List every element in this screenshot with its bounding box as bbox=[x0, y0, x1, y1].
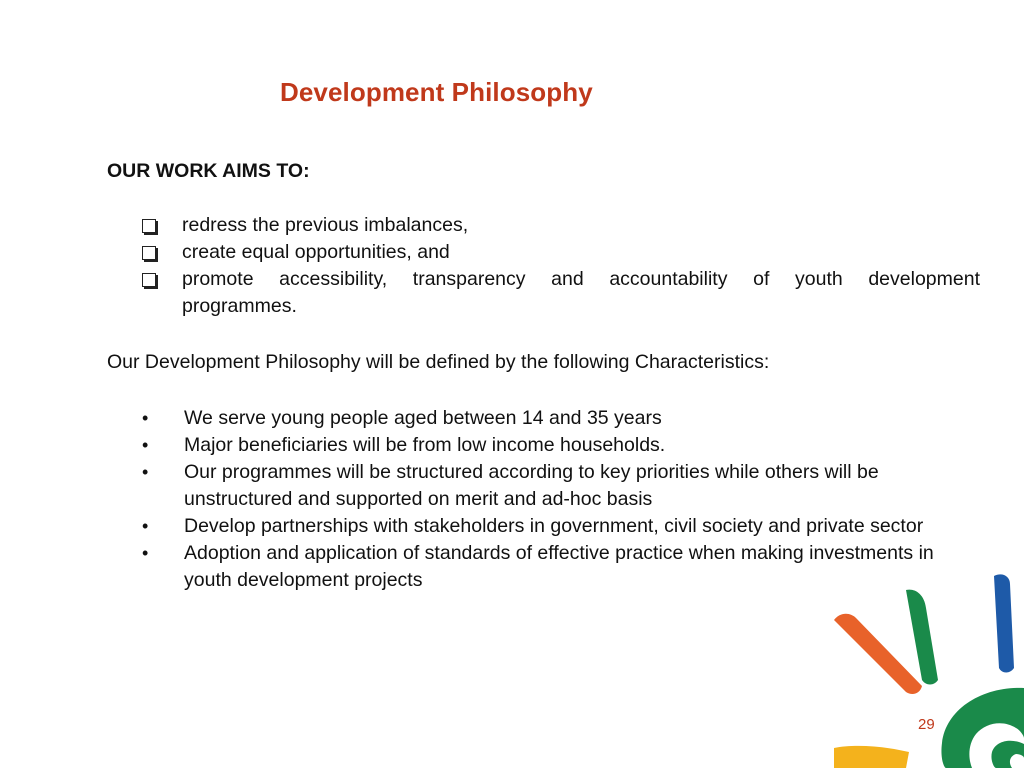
checkbox-square-icon bbox=[142, 273, 156, 287]
logo-orange-ray bbox=[834, 614, 922, 694]
slide-title: Development Philosophy bbox=[280, 77, 593, 107]
aims-list bbox=[140, 212, 980, 320]
sunburst-logo bbox=[834, 568, 1024, 768]
characteristics-intro: Our Development Philosophy will be defined by the following Characteristics: bbox=[107, 351, 770, 373]
characteristic-item bbox=[140, 513, 985, 540]
logo-yellow-ray bbox=[834, 746, 909, 768]
aims-item-text: promote accessibility, transparency and accountability of youth development bbox=[182, 268, 980, 290]
aims-item-text: programmes. bbox=[182, 295, 297, 317]
aims-heading: OUR WORK AIMS TO: bbox=[107, 160, 310, 182]
checkbox-square-icon bbox=[142, 219, 156, 233]
characteristic-text: Develop partnerships with stakeholders in government, civil society and private sector bbox=[184, 515, 924, 537]
bullet-dot-icon: • bbox=[142, 462, 149, 482]
aims-item bbox=[140, 266, 980, 293]
characteristic-item bbox=[140, 459, 985, 513]
characteristic-text: We serve young people aged between 14 and 35 years bbox=[184, 407, 662, 429]
aims-item bbox=[140, 212, 980, 239]
page-number: 29 bbox=[918, 716, 935, 733]
bullet-dot-icon: • bbox=[142, 408, 149, 428]
logo-green-spiral-inner bbox=[991, 741, 1024, 768]
checkbox-square-icon bbox=[142, 246, 156, 260]
aims-item-text: create equal opportunities, and bbox=[182, 241, 450, 263]
bullet-dot-icon: • bbox=[142, 516, 149, 536]
characteristic-text: Major beneficiaries will be from low income households. bbox=[184, 434, 666, 456]
characteristics-list bbox=[140, 405, 985, 594]
characteristic-item bbox=[140, 405, 985, 432]
characteristic-text: Our programmes will be structured according to key priorities while others will be unstructured and supported on merit and ad-hoc basis bbox=[184, 461, 879, 510]
logo-green-ray bbox=[906, 590, 938, 685]
aims-item bbox=[140, 239, 980, 266]
characteristic-text: Adoption and application of standards of effective practice when making investments in youth development projects bbox=[184, 542, 934, 591]
characteristic-item bbox=[140, 432, 985, 459]
bullet-dot-icon: • bbox=[142, 435, 149, 455]
aims-item-text: redress the previous imbalances, bbox=[182, 214, 469, 236]
logo-blue-ray bbox=[994, 574, 1014, 672]
aims-item-continuation bbox=[140, 293, 980, 320]
bullet-dot-icon: • bbox=[142, 543, 149, 563]
